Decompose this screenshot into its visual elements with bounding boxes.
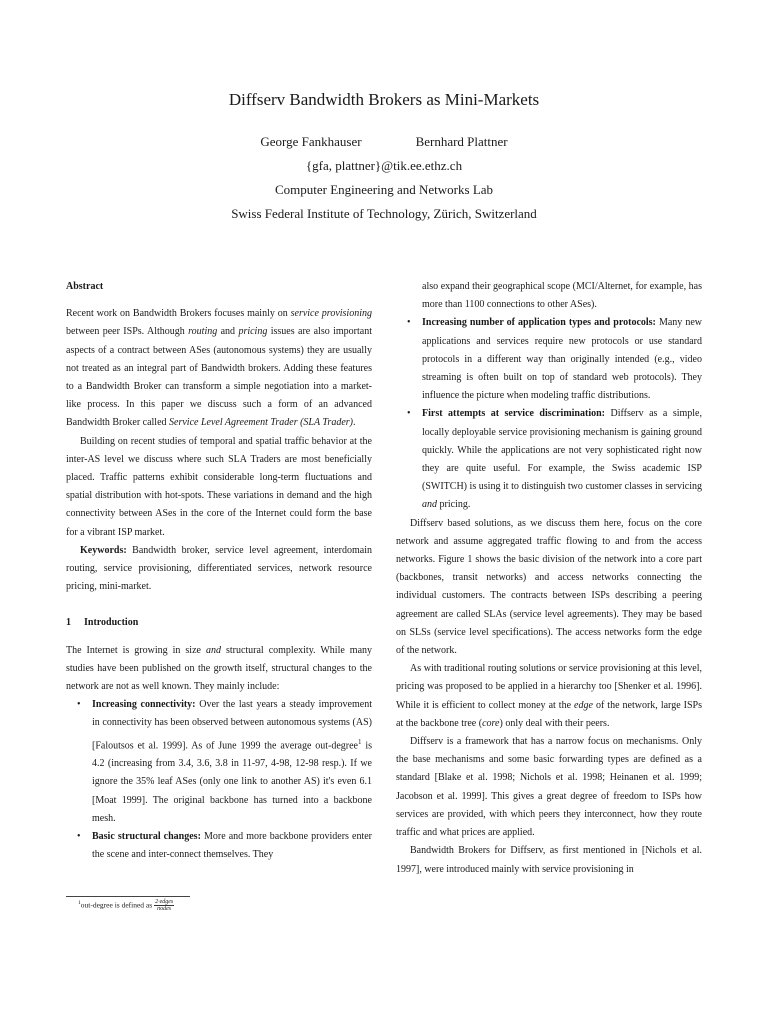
keywords: Keywords: Bandwidth broker, service level agreement, interdomain routing, service provisioning, differentiated services, network resource pricing, mini-market. (66, 544, 372, 593)
abstract-heading: Abstract (66, 281, 104, 292)
affiliation-lab: Computer Engineering and Networks Lab (274, 182, 494, 197)
abstract-paragraph: Recent work on Bandwidth Brokers focuses mainly on service provisioning between peer ISPs. Although routing and pricing issues are also important aspects of a contract between ASes (autonomous systems) they are usually not treated as an integral part of Bandwidth brokers. Adding these features to a Bandwidth Broker can transform a simple negotiation into a market-like process. In this paper we discuss such a form of an advanced Bandwidth Broker called Service Level Agreement Trader (SLA Trader). (66, 308, 372, 429)
section-heading: 1 Introduction (66, 617, 139, 629)
body-paragraph: Bandwidth Brokers for Diffserv, as first mentioned in [Nichols et al. 1997], were introduced mainly with service provisioning in (396, 845, 702, 875)
list-item: • Increasing number of application types and protocols: Many new applications and services require new protocols or use standard protocols in a different way than originally intended (e.g., video streaming is often built on top of standard web protocols). They influence the picture when modeling traffic distributions. (396, 314, 702, 405)
abstract-paragraph: Building on recent studies of temporal and spatial traffic behavior at the inter-AS level we discuss where such SLA Traders are most beneficially placed. Traffic patterns exhibit considerable long-term fluctuations and spatial distribution with hot-spots. These variations in demand and the high connectivity between ASes in the core of the Internet could form the base for a vibrant ISP market. (66, 435, 372, 538)
footnote: $^1$out-degree is defined as $\frac{\text{2·edges}}{\text{nodes}}$ (78, 899, 174, 913)
body-paragraph: Diffserv is a framework that has a narrow focus on mechanisms. Only the base mechanisms and some basic forwarding types are defined as a standard [Blake et al. 1998; Nichols et al. 1998; Heinanen et al. 1999; Jacobson et al. 1999]. This gives a great degree of freedom to ISPs how services are provided, with which peers they interconnect, how they route traffic and what prices are applied. (396, 736, 702, 839)
body-paragraph: Diffserv based solutions, as we discuss them here, focus on the core network and assume aggregated traffic flowing to and from the access networks. Figure 1 shows the basic division of the network into a core part (backbones, transit networks) and access networks connecting the individual customers. The contracts between ISPs describing a peering agreement are called SLAs (service level agreements). They may be based on SLSs (service level specifications). The access networks form the edge of the network. (396, 517, 702, 657)
paper-title: Diffserv Bandwidth Brokers as Mini-Markets (228, 90, 540, 109)
intro-bullet-list-continued (396, 278, 702, 515)
list-item: • First attempts at service discrimination: Diffserv as a simple, locally deployable service provisioning mechanism is gaining ground quickly. While the applications are not very sophisticated right now they are quite useful. For example, the Swiss academic ISP (SWITCH) is using it to distinguish two customer classes in servicing and pricing. (396, 405, 702, 514)
intro-bullet-list (66, 696, 372, 864)
author-name: George Fankhauser (260, 134, 362, 149)
intro-paragraph: The Internet is growing in size and structural complexity. While many studies have been published on the growth itself, structural changes to the network are not as well known. They mainly include: (66, 644, 373, 693)
footnote-fraction: $\frac{\text{2·edges}}{\text{nodes}}$ (155, 899, 174, 913)
author-list (0, 134, 768, 150)
right-column (396, 278, 702, 879)
list-item: • Increasing connectivity: Over the last years a steady improvement in connectivity has been observed between autonomous systems (AS) [Faloutsos et al. 1999]. As of June 1999 the average out-degree$^1$ is 4.2 (increasing from 3.4, 3.6, 3.8 in 11-97, 4-98, 12-98 resp.). If we ignore the 35% leaf ASes (only one link to another AS) it's even 6.1 [Moat 1999]. The original backbone has turned into a backbone mesh. (66, 696, 372, 828)
list-item-continued: also expand their geographical scope (MCI/Alternet, for example, has more than 1100 connections to other ASes). (422, 281, 702, 311)
affiliation-institute: Swiss Federal Institute of Technology, Zürich, Switzerland (231, 206, 537, 221)
body-paragraph: As with traditional routing solutions or service provisioning at this level, pricing was proposed to be applied in a hierarchy too [Shenker et al. 1996]. While it is efficient to collect money at the edge of the network, large ISPs at the backbone tree (core) only deal with their peers. (396, 663, 702, 729)
footnote-divider (66, 896, 190, 897)
author-name: Bernhard Plattner (415, 134, 508, 149)
author-email: {gfa, plattner}@tik.ee.ethz.ch (305, 158, 463, 173)
list-item: • Basic structural changes: More and more backbone providers enter the scene and inter-connect themselves. They (66, 828, 372, 864)
left-column (66, 278, 372, 864)
